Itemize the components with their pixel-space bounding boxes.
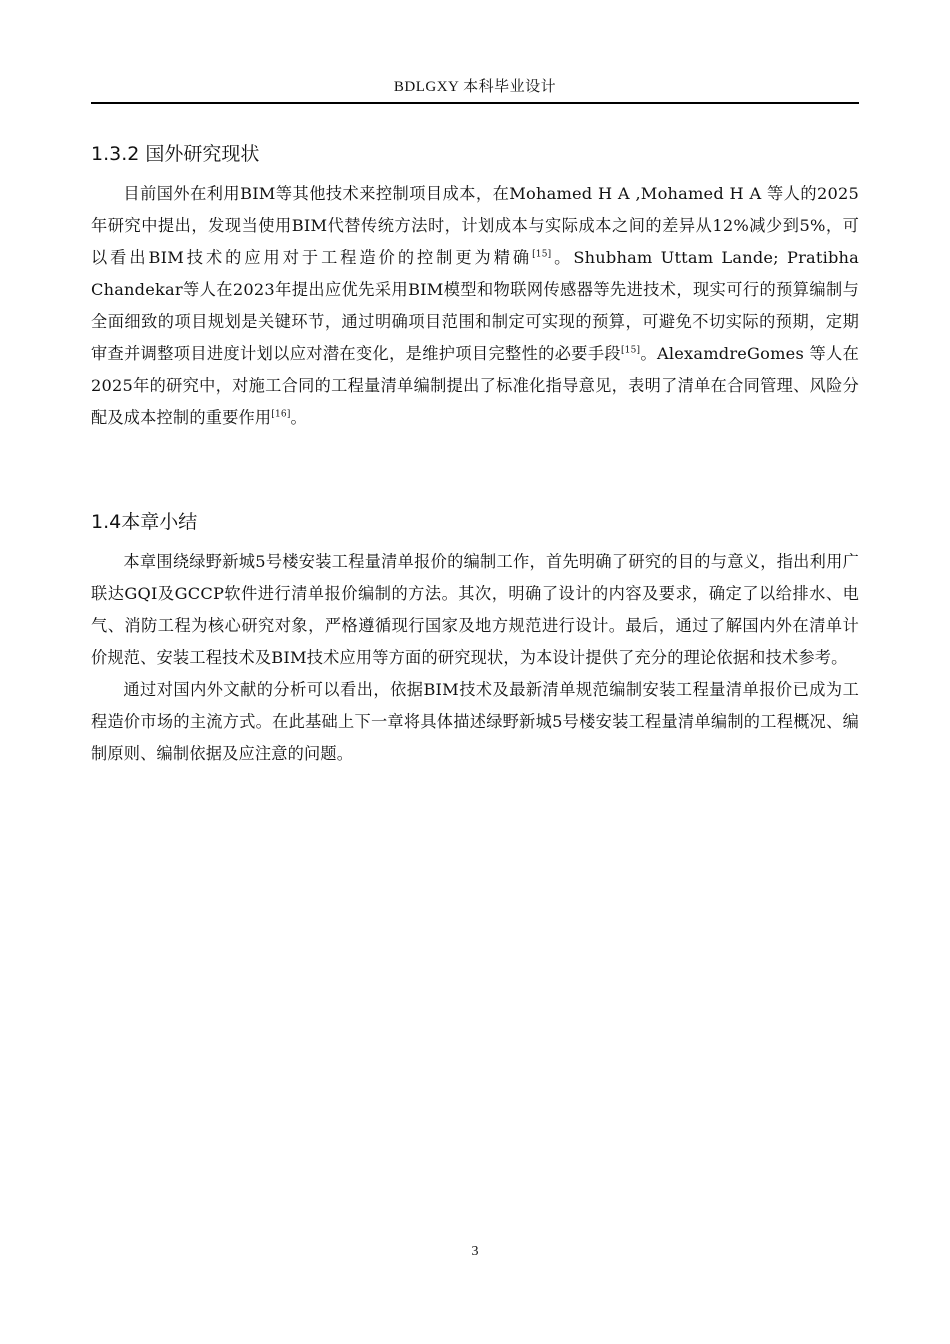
section-heading-1-4: 1.4本章小结 bbox=[91, 511, 198, 533]
paragraph-text: 。AlexamdreGomes 等人在2025年的研究中，对施工合同的工程量清单编制提出了标准化指导意见，表明了清单在合同管理、风险分配及成本控制的重要作用 bbox=[91, 344, 859, 427]
page-number: 3 bbox=[471, 1244, 479, 1259]
header-title: BDLGXY 本科毕业设计 bbox=[393, 79, 557, 95]
paragraph-text: 。 bbox=[290, 408, 307, 427]
citation-15: [15] bbox=[532, 249, 552, 260]
section-1-4 bbox=[91, 508, 859, 770]
section-1-3-2 bbox=[91, 140, 859, 434]
citation-16: [16] bbox=[271, 409, 291, 420]
section-heading-1-3-2: 1.3.2 国外研究现状 bbox=[91, 143, 260, 165]
paragraph-text: 。Shubham Uttam Lande; Pratibha Chandekar等人在2023年提出应优先采用BIM模型和物联网传感器等先进技术，现实可行的预算编制与全面细致的项目规划是关键环节，通过明确项目范围和制定可实现的预算，可避免不切实际的预期，定期审查并调整项目进度计划以应对潜在变化，是维护项目完整性的必要手段 bbox=[91, 248, 859, 363]
paragraph-chapter-conclusion: 通过对国内外文献的分析可以看出，依据BIM技术及最新清单规范编制安装工程量清单报价已成为工程造价市场的主流方式。在此基础上下一章将具体描述绿野新城5号楼安装工程量清单编制的工程概况、编制原则、编制依据及应注意的问题。 bbox=[91, 680, 859, 763]
paragraph-chapter-summary: 本章围绕绿野新城5号楼安装工程量清单报价的编制工作，首先明确了研究的目的与意义，指出利用广联达GQI及GCCP软件进行清单报价编制的方法。其次，明确了设计的内容及要求，确定了以给排水、电气、消防工程为核心研究对象，严格遵循现行国家及地方规范进行设计。最后，通过了解国内外在清单计价规范、安装工程技术及BIM技术应用等方面的研究现状，为本设计提供了充分的理论依据和技术参考。 bbox=[91, 552, 859, 667]
page-header bbox=[91, 76, 859, 104]
paragraph-text: 目前国外在利用BIM等其他技术来控制项目成本，在Mohamed H A ,Mohamed H A 等人的2025年研究中提出，发现当使用BIM代替传统方法时，计划成本与实际成本之间的差异从12%减少到5%，可以看出BIM技术的应用对于工程造价的控制更为精确 bbox=[91, 184, 859, 267]
citation-15: [15] bbox=[620, 345, 641, 356]
paragraph-foreign-research bbox=[91, 178, 859, 434]
